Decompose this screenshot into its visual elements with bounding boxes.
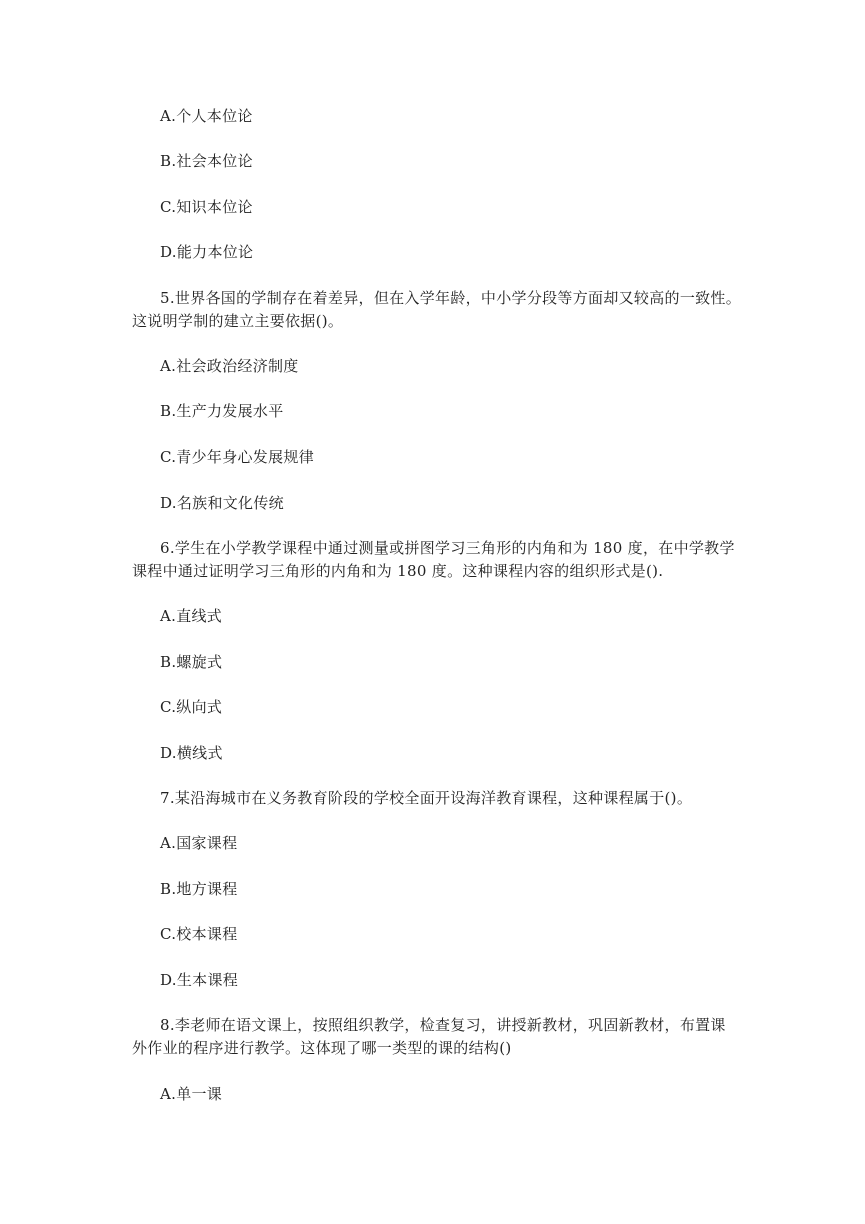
q4-option-d: D.能力本位论	[160, 243, 254, 261]
q7-stem-line1: 7.某沿海城市在义务教育阶段的学校全面开设海洋教育课程，这种课程属于()。	[160, 789, 693, 807]
q6-stem-line1: 6.学生在小学教学课程中通过测量或拼图学习三角形的内角和为 180 度，在中学教学	[160, 539, 735, 557]
q7-option-b: B.地方课程	[160, 880, 238, 898]
q7-option-a: A.国家课程	[160, 834, 238, 852]
q5-option-d: D.名族和文化传统	[160, 494, 284, 512]
q6-option-d: D.横线式	[160, 744, 223, 762]
q6-stem-line2: 课程中通过证明学习三角形的内角和为 180 度。这种课程内容的组织形式是().	[132, 562, 664, 580]
q5-stem-line1: 5.世界各国的学制存在着差异，但在入学年龄，中小学分段等方面却又较高的一致性。	[160, 289, 742, 307]
q5-option-b: B.生产力发展水平	[160, 402, 284, 420]
q8-stem-line2: 外作业的程序进行教学。这体现了哪一类型的课的结构()	[132, 1039, 512, 1057]
q4-option-a: A.个人本位论	[160, 107, 253, 125]
q6-option-b: B.螺旋式	[160, 653, 223, 671]
q5-option-c: C.青少年身心发展规律	[160, 448, 315, 466]
q8-option-a: A.单一课	[160, 1085, 223, 1103]
q6-option-c: C.纵向式	[160, 698, 223, 716]
q4-option-b: B.社会本位论	[160, 152, 253, 170]
q4-option-c: C.知识本位论	[160, 198, 253, 216]
q7-option-d: D.生本课程	[160, 971, 239, 989]
q6-option-a: A.直线式	[160, 607, 223, 625]
q7-option-c: C.校本课程	[160, 925, 238, 943]
q5-stem-line2: 这说明学制的建立主要依据()。	[132, 312, 344, 330]
q5-option-a: A.社会政治经济制度	[160, 357, 299, 375]
q8-stem-line1: 8.李老师在语文课上，按照组织教学，检查复习，讲授新教材，巩固新教材，布置课	[160, 1016, 726, 1034]
